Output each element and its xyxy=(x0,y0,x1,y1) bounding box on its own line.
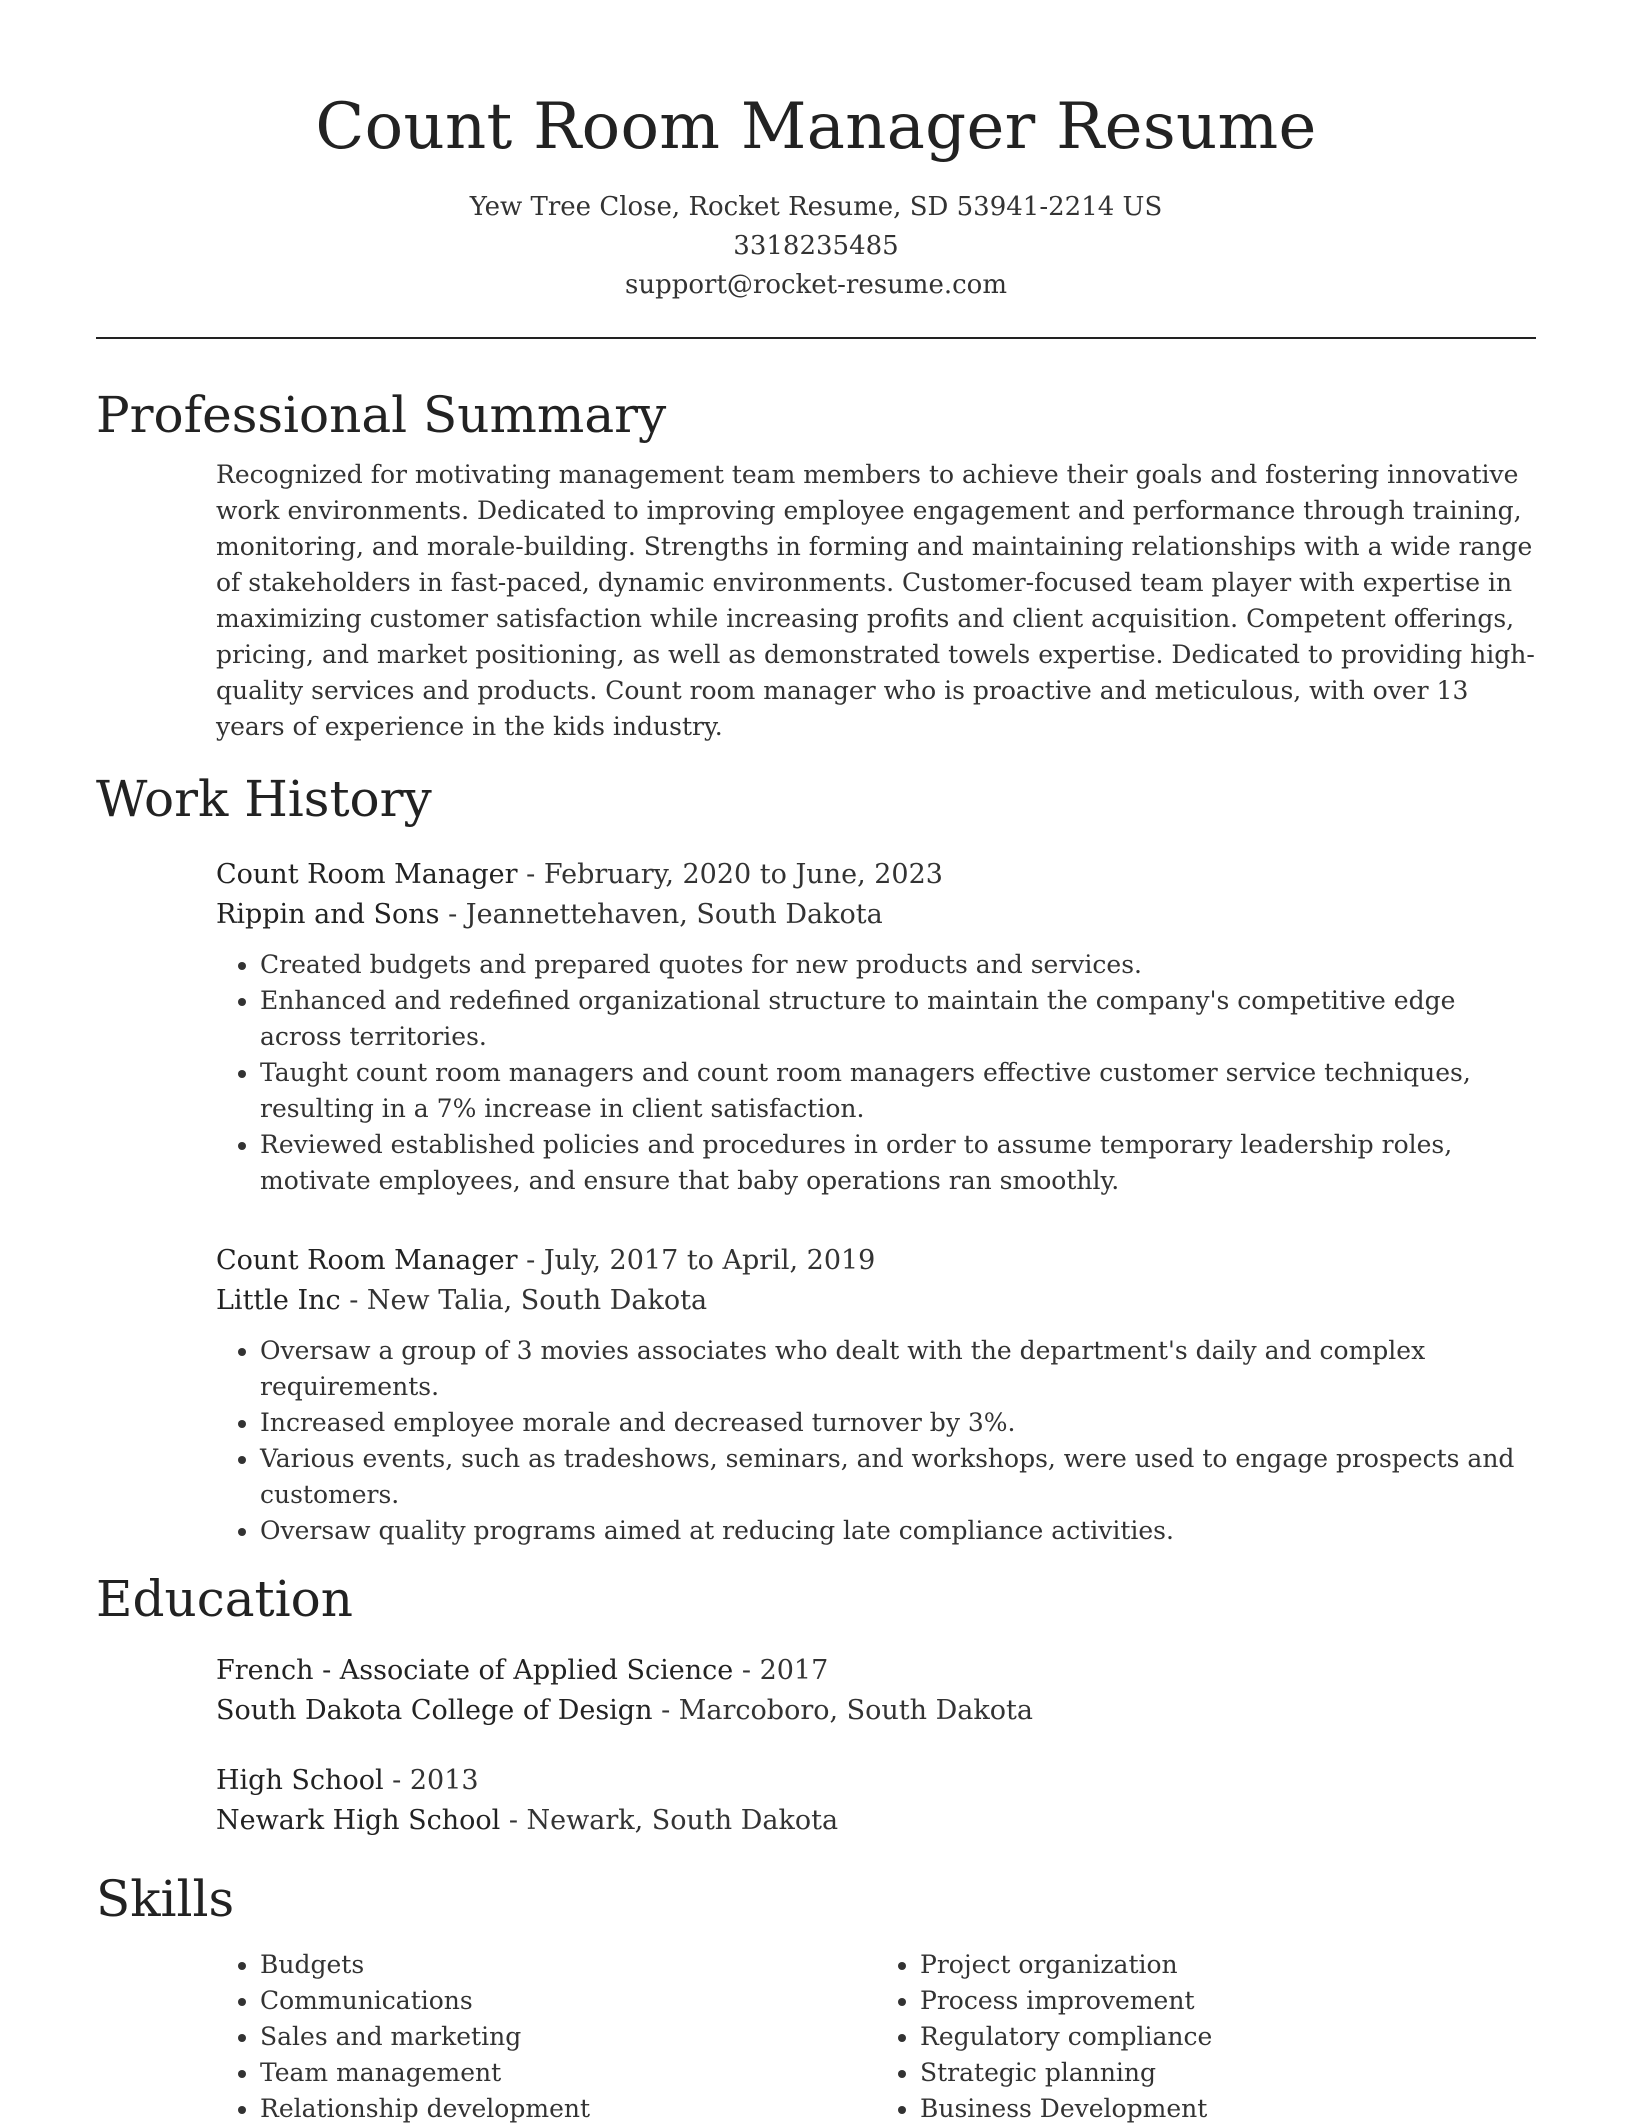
skill-item: • Budgets xyxy=(260,1947,876,1983)
skill-item: • Strategic planning xyxy=(920,2055,1536,2091)
skill-item: • Regulatory compliance xyxy=(920,2019,1536,2055)
education-year: - 2017 xyxy=(733,1655,829,1686)
job-dates: - February, 2020 to June, 2023 xyxy=(517,859,943,890)
job-bullet: • Oversaw a group of 3 movies associates who dealt with the department's daily and complex requirements. xyxy=(260,1333,1536,1405)
education-degree: French - Associate of Applied Science xyxy=(216,1655,734,1686)
skills-column-left xyxy=(216,1947,876,2127)
job-role: Count Room Manager xyxy=(216,1245,518,1276)
education-school: South Dakota College of Design xyxy=(216,1695,653,1726)
skill-item: • Team management xyxy=(260,2055,876,2091)
job-bullet: • Oversaw quality programs aimed at reducing late compliance activities. xyxy=(260,1513,1536,1549)
job-bullet: • Reviewed established policies and procedures in order to assume temporary leadership roles, motivate employees, and ensure that baby operations ran smoothly. xyxy=(260,1127,1536,1199)
skill-item: • Sales and marketing xyxy=(260,2019,876,2055)
job-bullet: • Increased employee morale and decreased turnover by 3%. xyxy=(260,1405,1536,1441)
job-location: - New Talia, South Dakota xyxy=(340,1285,708,1316)
job-role: Count Room Manager xyxy=(216,859,518,890)
work-history-section xyxy=(96,855,1536,1549)
job-bullet: • Created budgets and prepared quotes for new products and services. xyxy=(260,947,1536,983)
job-company-line xyxy=(216,1281,1536,1321)
skill-item: • Project organization xyxy=(920,1947,1536,1983)
work-history-heading: Work History xyxy=(96,770,432,828)
job-dates: - July, 2017 to April, 2019 xyxy=(517,1245,876,1276)
skill-item: • Process improvement xyxy=(920,1983,1536,2019)
education-entry xyxy=(216,1651,1536,1731)
contact-block xyxy=(96,188,1536,305)
job-bullets xyxy=(216,947,1536,1199)
header-divider xyxy=(96,337,1536,339)
skills-section xyxy=(96,1947,1536,2127)
job-company: Rippin and Sons xyxy=(216,899,440,930)
education-entry xyxy=(216,1761,1536,1841)
job-company: Little Inc xyxy=(216,1285,341,1316)
job-role-line xyxy=(216,1241,1536,1281)
job-bullet: • Taught count room managers and count room managers effective customer service techniques, resulting in a 7% increase in client satisfaction. xyxy=(260,1055,1536,1127)
job-bullets xyxy=(216,1333,1536,1549)
job-bullet: • Various events, such as tradeshows, seminars, and workshops, were used to engage prospects and customers. xyxy=(260,1441,1536,1513)
education-location: - Newark, South Dakota xyxy=(500,1805,839,1836)
education-heading: Education xyxy=(96,1570,353,1628)
education-degree-line xyxy=(216,1761,1536,1801)
job-entry xyxy=(216,1241,1536,1549)
education-degree: High School xyxy=(216,1765,384,1796)
education-section xyxy=(96,1651,1536,1841)
skill-item: • Communications xyxy=(260,1983,876,2019)
contact-address: Yew Tree Close, Rocket Resume, SD 53941-2214 US xyxy=(469,192,1163,222)
job-entry xyxy=(216,855,1536,1199)
skill-item: • Relationship development xyxy=(260,2091,876,2127)
contact-email: support@rocket-resume.com xyxy=(624,270,1007,300)
skills-heading: Skills xyxy=(96,1870,235,1928)
summary-section xyxy=(96,457,1536,745)
summary-text: Recognized for motivating management team members to achieve their goals and fostering innovative work environments. Dedicated to improving employee engagement and performance through training, monitoring, and morale-building. Strengths in forming and maintaining relationships with a wide range of stakeholders in fast-paced, dynamic environments. Customer-focused team player with expertise in maximizing customer satisfaction while increasing profits and client acquisition. Competent offerings, pricing, and market positioning, as well as demonstrated towels expertise. Dedicated to providing high-quality services and products. Count room manager who is proactive and meticulous, with over 13 years of experience in the kids industry. xyxy=(216,460,1535,741)
education-school-line xyxy=(216,1801,1536,1841)
summary-heading: Professional Summary xyxy=(96,386,667,444)
education-school: Newark High School xyxy=(216,1805,501,1836)
education-location: - Marcoboro, South Dakota xyxy=(652,1695,1033,1726)
job-company-line xyxy=(216,895,1536,935)
education-school-line xyxy=(216,1691,1536,1731)
job-bullet: • Enhanced and redefined organizational structure to maintain the company's competitive edge across territories. xyxy=(260,983,1536,1055)
skills-column-right xyxy=(876,1947,1536,2127)
job-location: - Jeannettehaven, South Dakota xyxy=(439,899,883,930)
job-role-line xyxy=(216,855,1536,895)
skill-item: • Business Development xyxy=(920,2091,1536,2127)
skills-grid xyxy=(216,1947,1536,2127)
education-year: - 2013 xyxy=(383,1765,479,1796)
resume-title: Count Room Manager Resume xyxy=(315,90,1317,164)
contact-phone: 3318235485 xyxy=(733,231,899,261)
resume-header xyxy=(96,0,1536,305)
education-degree-line xyxy=(216,1651,1536,1691)
